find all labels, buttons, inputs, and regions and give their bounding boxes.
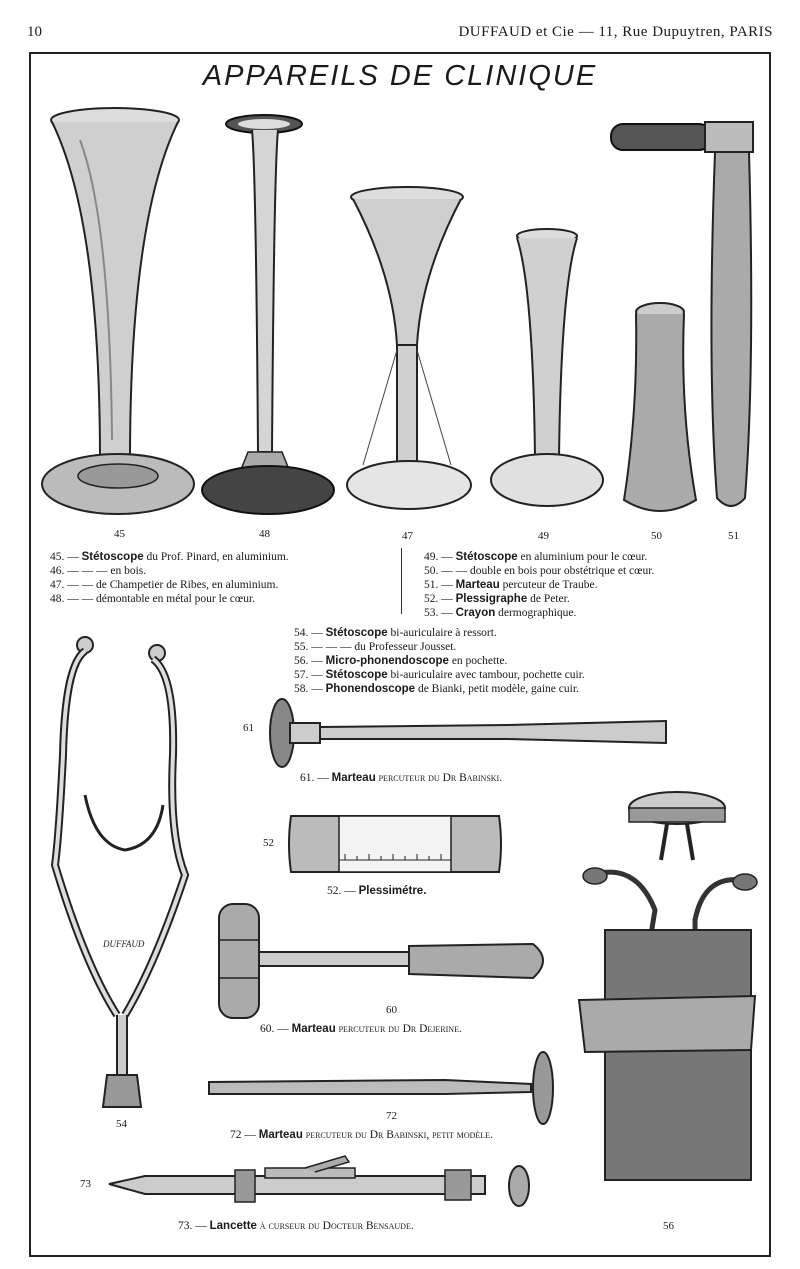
list-item: 57. — Stétoscope bi-auriculaire avec tambour, pochette cuir. (294, 669, 585, 681)
figure-number-56: 56 (663, 1220, 674, 1232)
stethoscope-48-illustration (200, 112, 340, 522)
figure-number-49: 49 (538, 530, 549, 542)
caption-72: 72 — Marteau percuteur du Dr Babinski, petit modèle. (230, 1129, 493, 1141)
list-item: 52. — Plessigraphe de Peter. (424, 593, 570, 605)
publisher-header: DUFFAUD et Cie — 11, Rue Dupuytren, PARIS (458, 24, 773, 40)
list-item: 56. — Micro-phonendoscope en pochette. (294, 655, 508, 667)
list-item: 53. — Crayon dermographique. (424, 607, 577, 619)
lancet-73-illustration (105, 1150, 535, 1210)
binaural-stethoscope-54-illustration (45, 635, 205, 1115)
micro-phonendoscope-56-illustration (575, 790, 765, 1190)
figure-number-45: 45 (114, 528, 125, 540)
figure-number-50: 50 (651, 530, 662, 542)
figure-number-51: 51 (728, 530, 739, 542)
figure-number-73: 73 (80, 1178, 91, 1190)
figure-number-48: 48 (259, 528, 270, 540)
list-item: 48. — — démontable en métal pour le cœur. (50, 593, 256, 605)
list-item: 51. — Marteau percuteur de Traube. (424, 579, 598, 591)
list-item: 58. — Phonendoscope de Bianki, petit modèle, gaine cuir. (294, 683, 579, 695)
page-title: APPAREILS DE CLINIQUE (202, 60, 598, 92)
hammer-51-illustration (605, 118, 765, 518)
figure-number-47: 47 (402, 530, 413, 542)
caption-52: 52. — Plessimétre. (327, 885, 427, 897)
figure-number-61: 61 (243, 722, 254, 734)
list-item: 49. — Stétoscope en aluminium pour le cœur. (424, 551, 648, 563)
caption-60: 60. — Marteau percuteur du Dr Dejerine. (260, 1023, 462, 1035)
stethoscope-47-illustration (345, 185, 475, 515)
page-number: 10 (27, 24, 42, 40)
hammer-72-illustration (205, 1050, 560, 1130)
stethoscope-49-illustration (487, 228, 607, 518)
caption-61: 61. — Marteau percuteur du Dr Babinski. (300, 772, 503, 784)
caption-73: 73. — Lancette à curseur du Docteur Bensaude. (178, 1220, 414, 1232)
hammer-61-illustration (268, 697, 673, 772)
list-item: 45. — Stétoscope du Prof. Pinard, en aluminium. (50, 551, 289, 563)
list-item: 55. — — — du Professeur Jousset. (294, 641, 457, 653)
list-divider (401, 548, 402, 614)
figure-number-60: 60 (386, 1004, 397, 1016)
list-right (424, 550, 769, 620)
list-item: 47. — — de Champetier de Ribes, en aluminium. (50, 579, 279, 591)
svg-text:DUFFAUD: DUFFAUD (103, 939, 145, 949)
figure-number-54: 54 (116, 1118, 127, 1130)
list-item: 54. — Stétoscope bi-auriculaire à ressort. (294, 627, 497, 639)
list-middle (294, 626, 764, 696)
list-item: 50. — — double en bois pour obstétrique et cœur. (424, 565, 655, 577)
figure-number-52: 52 (263, 837, 274, 849)
list-item: 46. — — — en bois. (50, 565, 147, 577)
figure-number-72: 72 (386, 1110, 397, 1122)
list-left (50, 550, 400, 606)
stethoscope-45-illustration (40, 100, 200, 520)
plessimeter-52-illustration (285, 808, 505, 880)
